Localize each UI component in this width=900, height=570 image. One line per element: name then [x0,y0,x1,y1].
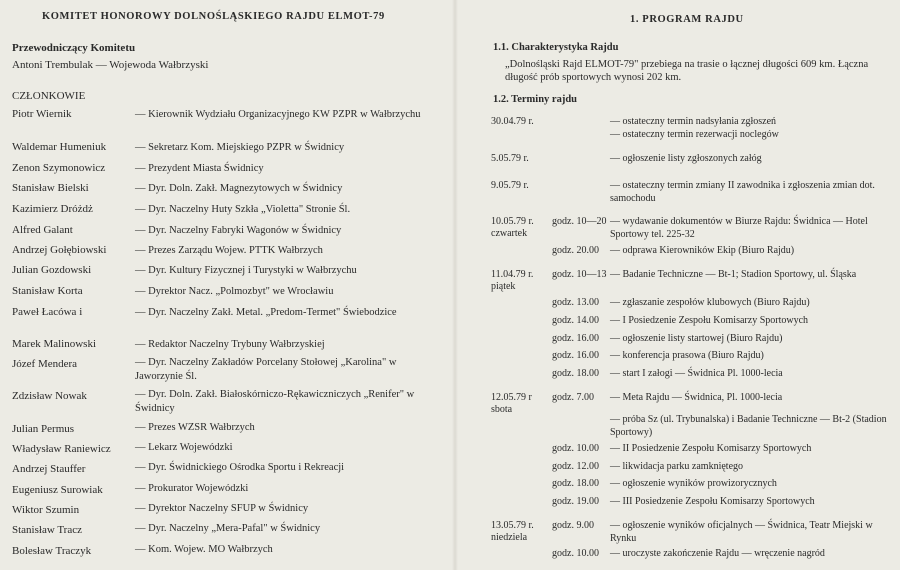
schedule-event: — III Posiedzenie Zespołu Komisarzy Sportowych [610,496,815,507]
member-name: Kazimierz Dróżdż [12,203,93,215]
page-fold [452,0,458,570]
schedule-time: godz. 13.00 [552,297,599,308]
member-name: Andrzej Stauffer [12,463,86,475]
member-name: Eugeniusz Surowiak [12,484,103,496]
member-role: — Dyr. Naczelny Fabryki Wagonów w Świdnicy [135,225,342,236]
schedule-event: — wydawanie dokumentów w Biurze Rajdu: Świdnica — Hotel Sportowy tel. 225-32 [610,216,868,240]
member-name: Andrzej Gołębiowski [12,244,107,256]
member-name: Piotr Wiernik [12,108,72,120]
member-role: — Prezes Zarządu Wojew. PTTK Wałbrzych [135,245,323,256]
member-name: Wiktor Szumin [12,504,80,516]
member-role: — Redaktor Naczelny Trybuny Wałbrzyskiej [135,339,325,350]
member-role: — Dyr. Naczelny Zakł. Metal. „Predom-Termet" Świebodzice [135,307,397,318]
schedule-time: godz. 10—20 [552,216,607,227]
chair-name: Antoni Trembulak — Wojewoda Wałbrzyski [12,59,209,71]
member-role: — Kierownik Wydziału Organizacyjnego KW PZPR w Wałbrzychu [135,109,421,120]
member-name: Stanisław Tracz [12,524,82,536]
schedule-time: godz. 18.00 [552,478,599,489]
member-role: — Lekarz Wojewódzki [135,442,233,453]
schedule-time: godz. 10.00 [552,443,599,454]
member-name: Waldemar Humeniuk [12,141,107,153]
schedule-event: — likwidacja parku zamkniętego [610,461,744,472]
schedule-event: — zgłaszanie zespołów klubowych (Biuro Rajdu) [610,297,810,308]
schedule-event: — ogłoszenie wyników oficjalnych — Świdnica, Teatr Miejski w Rynku [610,520,873,544]
section-1-2-heading: 1.2. Terminy rajdu [493,94,578,105]
schedule-date: 9.05.79 r. [491,180,529,191]
schedule-time: godz. 10—13 [552,269,607,280]
member-role: — Dyr. Kultury Fizycznej i Turystyki w Wałbrzychu [135,265,357,276]
member-name: Stanisław Bielski [12,182,89,194]
member-name: Alfred Galant [12,224,73,236]
schedule-time: godz. 14.00 [552,315,599,326]
member-name: Julian Gozdowski [12,264,92,276]
schedule-event: — uroczyste zakończenie Rajdu — wręczenie nagród [610,548,825,559]
program-title: 1. PROGRAM RAJDU [630,14,744,25]
schedule-date: 12.05.79 r sbota [491,392,532,415]
member-name: Stanisław Korta [12,285,83,297]
schedule-time: godz. 7.00 [552,392,594,403]
member-name: Marek Malinowski [12,338,97,350]
member-role: — Dyr. Naczelny Huty Szkła „Violetta" Stronie Śl. [135,204,351,215]
schedule-time: godz. 12.00 [552,461,599,472]
schedule-date: 30.04.79 r. [491,116,534,127]
schedule-time: godz. 9.00 [552,520,594,531]
schedule-event: — ostateczny termin nadsyłania zgłoszeń — ostateczny termin rezerwacji noclegów [610,116,779,140]
schedule-time: godz. 18.00 [552,368,599,379]
schedule-event: — ogłoszenie listy startowej (Biuro Rajdu) [610,333,783,344]
schedule-date: 10.05.79 r. czwartek [491,216,534,239]
schedule-event: — II Posiedzenie Zespołu Komisarzy Sportowych [610,443,812,454]
schedule-event: — odprawa Kierowników Ekip (Biuro Rajdu) [610,245,795,256]
schedule-time: godz. 16.00 [552,350,599,361]
member-role: — Dyr. Naczelny Zakładów Porcelany Stołowej „Karolina" w Jaworzynie Śl. [135,357,397,382]
member-name: Zenon Szymonowicz [12,162,106,174]
members-heading: CZŁONKOWIE [12,90,86,102]
member-name: Julian Permus [12,423,75,435]
member-role: — Dyrektor Nacz. „Polmozbyt" we Wrocławiu [135,286,334,297]
schedule-time: godz. 10.00 [552,548,599,559]
schedule-event: — I Posiedzenie Zespołu Komisarzy Sportowych [610,315,809,326]
member-name: Władysław Raniewicz [12,443,111,455]
schedule-event: — konferencja prasowa (Biuro Rajdu) [610,350,764,361]
section-1-1-text: „Dolnośląski Rajd ELMOT-79" przebiega na trasie o łącznej długości 609 km. Łączna długość prób sportowych wynosi 202 km. [505,59,869,83]
member-name: Józef Mendera [12,358,78,370]
member-role: — Dyr. Doln. Zakł. Białoskórniczo-Rękawiczniczych „Renifer" w Świdnicy [135,389,415,414]
schedule-event: — ostateczny termin zmiany II zawodnika i zgłoszenia zmian dot. samochodu [610,180,875,204]
chair-heading: Przewodniczący Komitetu [12,42,136,54]
member-role: — Dyr. Świdnickiego Ośrodka Sportu i Rekreacji [135,462,345,473]
schedule-event: — Meta Rajdu — Świdnica, Pl. 1000-lecia [610,392,783,403]
committee-title: KOMITET HONOROWY DOLNOŚLĄSKIEGO RAJDU ELMOT-79 [42,11,385,22]
member-name: Zdzisław Nowak [12,390,87,402]
schedule-time: godz. 19.00 [552,496,599,507]
schedule-event: — próba Sz (ul. Trybunalska) i Badanie Techniczne — Bt-2 (Stadion Sportowy) [610,414,887,438]
member-role: — Prezes WZSR Wałbrzych [135,422,255,433]
schedule-event: — Badanie Techniczne — Bt-1; Stadion Sportowy, ul. Śląska [610,269,857,280]
member-role: — Sekretarz Kom. Miejskiego PZPR w Świdnicy [135,142,345,153]
schedule-date: 5.05.79 r. [491,153,529,164]
schedule-event: — start I załogi — Świdnica Pl. 1000-lecia [610,368,783,379]
member-role: — Dyr. Naczelny „Mera-Pafal" w Świdnicy [135,523,321,534]
schedule-date: 11.04.79 r. piątek [491,269,534,292]
member-role: — Kom. Wojew. MO Wałbrzych [135,544,273,555]
member-role: — Prokurator Wojewódzki [135,483,249,494]
member-name: Paweł Łacówa i [12,306,83,318]
member-role: — Dyrektor Naczelny SFUP w Świdnicy [135,503,309,514]
right-page [460,0,900,570]
schedule-time: godz. 20.00 [552,245,599,256]
member-role: — Dyr. Doln. Zakł. Magnezytowych w Świdnicy [135,183,343,194]
schedule-date: 13.05.79 r. niedziela [491,520,534,543]
schedule-event: — ogłoszenie listy zgłoszonych załóg [610,153,762,164]
member-role: — Prezydent Miasta Świdnicy [135,163,264,174]
schedule-event: — ogłoszenie wyników prowizorycznych [610,478,777,489]
schedule-time: godz. 16.00 [552,333,599,344]
member-name: Bolesław Traczyk [12,545,92,557]
section-1-1-heading: 1.1. Charakterystyka Rajdu [493,42,619,53]
